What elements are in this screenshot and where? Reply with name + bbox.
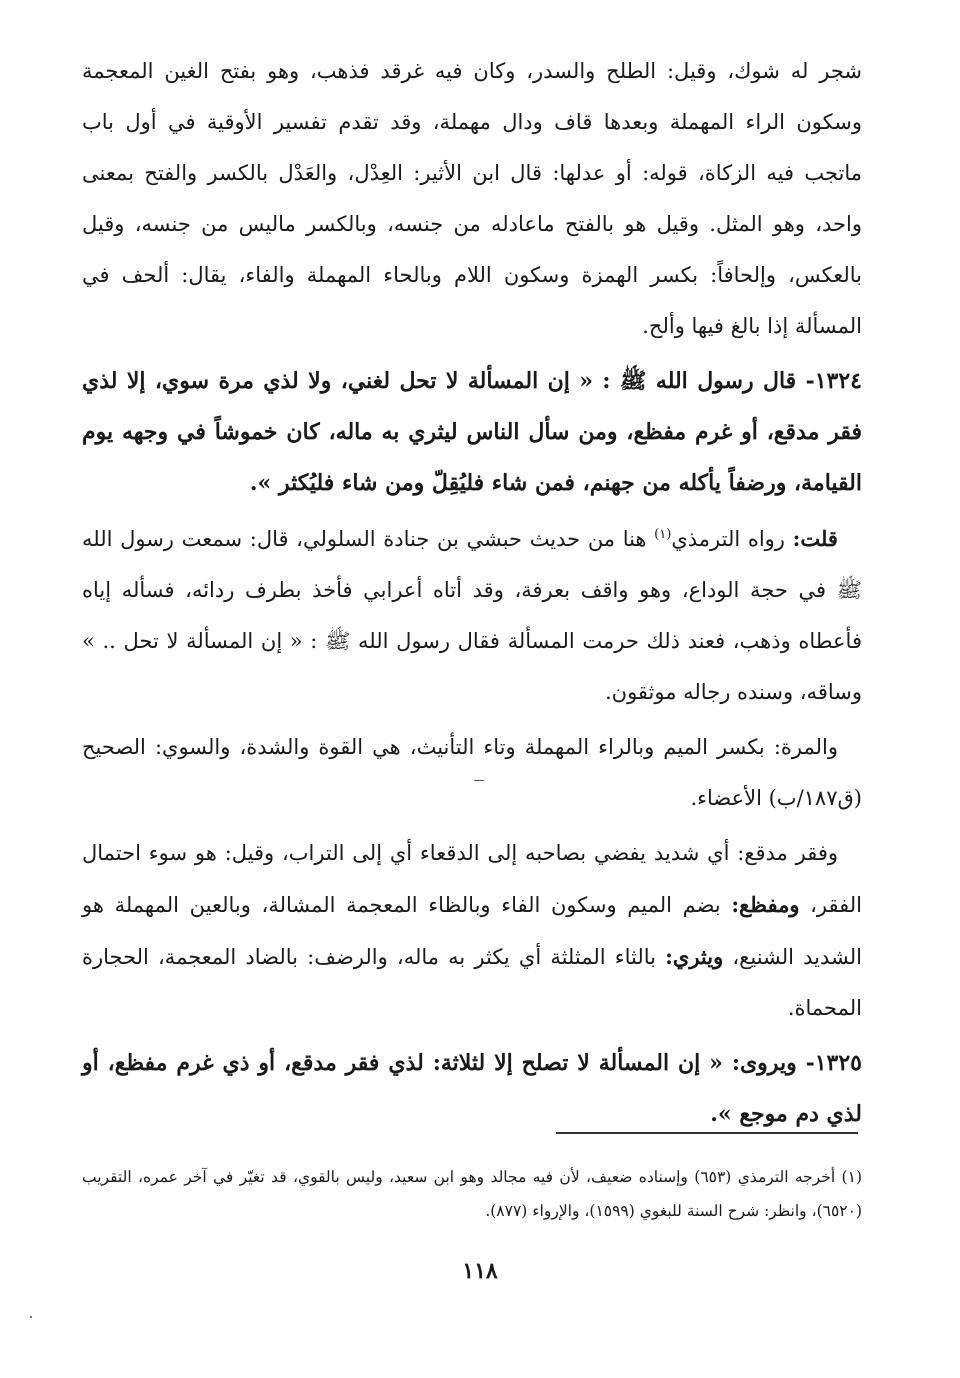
page-number: ١١٨ — [462, 1258, 498, 1284]
hadith-1325: ١٣٢٥- ويروى: « إن المسألة لا تصلح إلا لثلاثة: لذي فقر مدقع، أو ذي غرم مفظع، أو لذي دم موجع ». — [82, 1050, 862, 1127]
commentary-text: وفقر مدقع: أي شديد يفضي بصاحبه إلى الدقعاء أي إلى التراب، وقيل: هو سوء احتمال الفقر، — [82, 841, 862, 917]
scan-speck — [474, 780, 484, 781]
commentary-paragraph-2 — [82, 513, 862, 718]
commentary-text: هنا من حديث حبشي بن جنادة السلولي، قال: سمعت رسول الله ﷺ في حجة الوداع، وهو واقف بعرفة، وقد أتاه أعرابي فأخذ بطرف ردائه، فسأله إياه فأعطاه وذهب، فعند ذلك حرمت المسألة فقال رسول الله ﷺ : « إن المسألة لا تحل .. » وساقه، وسنده رجاله موثقون. — [82, 527, 862, 704]
commentary-paragraph-1: شجر له شوك، وقيل: الطلح والسدر، وكان فيه غرقد فذهب، وهو بفتح الغين المعجمة وسكون الراء المهملة وبعدها قاف ودال مهملة، وقد تقدم تفسير الأوقية في أول باب ماتجب فيه الزكاة، قوله: أو عدلها: قال ابن الأثير: العِدْل، والعَدْل بالكسر والفتح بمعنى واحد، وهو المثل. وقيل هو بالفتح ماعادله من جنسه، وبالكسر ماليس من جنسه، وقيل بالعكس، وإلحافاً: بكسر الهمزة وسكون اللام وبالحاء المهملة والفاء، يقال: ألحف في المسألة إذا بالغ فيها وألح. — [82, 59, 862, 338]
term-yuthri: ويثري: — [665, 944, 724, 969]
footnote-reference[interactable]: (١) — [654, 527, 672, 542]
qultu-label: قلت: — [792, 526, 838, 551]
scan-speck — [30, 1316, 32, 1318]
commentary-paragraph-3: والمرة: بكسر الميم وبالراء المهملة وتاء التأنيث، هي القوة والشدة، والسوي: الصحيح (ق١٨٧/ب) الأعضاء. — [82, 735, 862, 810]
commentary-text: رواه الترمذي — [671, 527, 793, 551]
page-body — [82, 46, 862, 1140]
hadith-1324: ١٣٢٤- قال رسول الله ﷺ : « إن المسألة لا تحل لغني، ولا لذي مرة سوي، إلا لذي فقر مدقع، أو غرم مفظع، ومن سأل الناس ليثري به ماله، كان خموشاً في وجهه يوم القيامة، ورضفاً يأكله من جهنم، فمن شاء فليُقِلّ ومن شاء فليُكثر ». — [82, 368, 862, 496]
footnote: (١) أخرجه الترمذي (٦٥٣) وإسناده ضعيف، لأن فيه مجالد وهو ابن سعيد، وليس بالقوي، قد تغيّر في آخر عمره، التقريب (٦٥٢٠)، وانظر: شرح السنة للبغوي (١٥٩٩)، والإرواء (٨٧٧). — [82, 1168, 862, 1220]
commentary-paragraph-4 — [82, 828, 862, 1034]
term-mufzi: ومفظع: — [731, 892, 800, 917]
commentary-text: بضم الميم وسكون الفاء وبالظاء المعجمة المشالة، وبالعين المهملة هو الشديد الشنيع، — [82, 893, 862, 969]
commentary-text: بالثاء المثلثة أي يكثر به ماله، والرضف: بالضاد المعجمة، الحجارة المحماة. — [82, 945, 862, 1020]
footnote-divider — [556, 1132, 858, 1134]
